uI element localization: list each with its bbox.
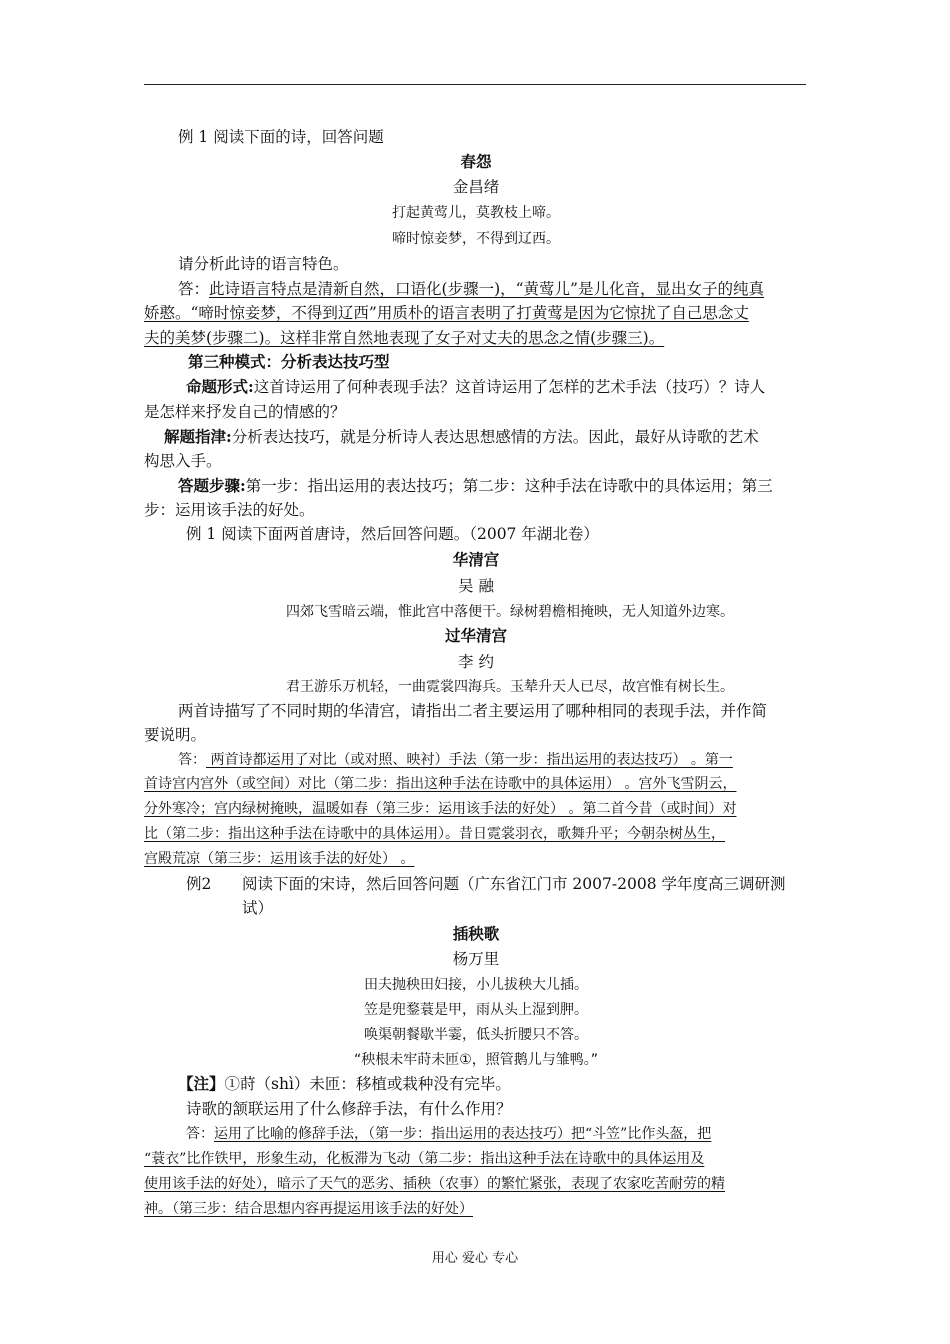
answer-line (178, 277, 842, 301)
question: 两首诗描写了不同时期的华清宫，请指出二者主要运用了哪种相同的表现手法，并作简 (178, 702, 768, 720)
poem-title: 插秧歌 (452, 925, 500, 943)
question: 请分析此诗的语言特色。 (178, 255, 349, 273)
answer-text: 此诗语言特点是清新自然，口语化(步骤一)，“黄莺儿”是儿化音，显出女子的纯真 (209, 280, 764, 298)
answer-line: 使用该手法的好处），暗示了天气的恶劣、插秧（农事）的繁忙紧张，表现了农家吃苦耐劳的精 (144, 1176, 725, 1192)
poem-author: 吴 融 (458, 577, 494, 595)
example-3-intro: 阅读下面的宋诗，然后回答问题（广东省江门市 2007-2008 学年度高三调研测 (242, 875, 786, 893)
poem-title: 过华清宫 (444, 627, 507, 645)
poem-line: 笠是兜鍪蓑是甲，雨从头上湿到胛。 (364, 1002, 588, 1018)
answer-label: 答： (178, 280, 210, 298)
guide-label: 解题指津: (164, 427, 232, 446)
page-footer: 用心 爱心 专心 (431, 1251, 519, 1266)
poem-text: 四郊飞雪暗云端，惟此宫中落便干。绿树碧檐相掩映，无人知道外边寒。 (286, 604, 734, 620)
answer-line (186, 1122, 850, 1146)
form-line (186, 375, 850, 399)
guide-text: 分析表达技巧，就是分析诗人表达思想感情的方法。因此，最好从诗歌的艺术 (231, 428, 759, 446)
steps-label: 答题步骤: (178, 476, 246, 495)
poem-author: 李 约 (458, 653, 494, 671)
poem-line: “秧根未牢莳未匝①，照管鹅儿与雏鸭。” (353, 1052, 599, 1068)
example-3-num: 例2 (186, 875, 212, 893)
guide-line (164, 425, 828, 449)
answer-line: 比（第二步：指出这种手法在诗歌中的具体运用）。昔日霓裳羽衣，歌舞升平；今朝杂树丛生， (144, 826, 725, 842)
answer-line: 宫殿荒凉（第三步：运用该手法的好处） 。 (144, 851, 415, 867)
header-rule (144, 84, 806, 85)
section-heading: 第三种模式：分析表达技巧型 (188, 352, 390, 371)
answer-line: “蓑衣”比作铁甲，形象生动，化板滞为飞动（第二步：指出这种手法在诗歌中的具体运用及 (144, 1151, 705, 1167)
note-line (178, 1072, 842, 1096)
poem-title: 春怨 (460, 153, 492, 171)
answer-text: 运用了比喻的修辞手法，（第一步：指出运用的表达技巧）把“斗笠”比作头盔，把 (214, 1126, 712, 1142)
poem-line: 田夫抛秧田妇接，小儿拔秧大儿插。 (364, 977, 588, 993)
steps-text: 第一步：指出运用的表达技巧；第二步：这种手法在诗歌中的具体运用；第三 (245, 477, 773, 495)
form-line-2: 是怎样来抒发自己的情感的？ (144, 403, 346, 421)
poem-title: 华清宫 (452, 551, 500, 569)
answer-line: 分外寒冷；宫内绿树掩映，温暖如春（第三步：运用该手法的好处） 。第二首今昔（或时间）对 (144, 801, 737, 817)
form-label: 命题形式: (186, 377, 254, 396)
example-1-intro: 例 1 阅读下面的诗，回答问题 (178, 128, 384, 146)
question: 诗歌的颔联运用了什么修辞手法，有什么作用？ (186, 1100, 512, 1118)
steps-line (178, 474, 842, 498)
poem-line: 唤渠朝餐歇半霎，低头折腰只不答。 (364, 1027, 588, 1043)
answer-line: 夫的美梦(步骤二)。这样非常自然地表现了女子对丈夫的思念之情(步骤三)。 (144, 329, 665, 347)
steps-line-2: 步：运用该手法的好处。 (144, 501, 315, 519)
answer-line: 娇憨。“啼时惊妾梦，不得到辽西”用质朴的语言表明了打黄莺是因为它惊扰了自己思念丈 (144, 304, 749, 322)
answer-text: 两首诗都运用了对比（或对照、映衬）手法（第一步：指出运用的表达技巧） 。第一 (206, 752, 733, 768)
question-2: 要说明。 (144, 726, 207, 744)
answer-line: 神。（第三步：结合思想内容再提运用该手法的好处） (144, 1201, 473, 1217)
poem-author: 杨万里 (452, 950, 500, 968)
guide-line-2: 构思入手。 (144, 452, 222, 470)
example-2-intro: 例 1 阅读下面两首唐诗，然后回答问题。（2007 年湖北卷） (186, 525, 599, 543)
answer-line (178, 748, 842, 772)
poem-text: 君王游乐万机轻，一曲霓裳四海兵。玉辇升天人已尽，故宫惟有树长生。 (286, 679, 734, 695)
answer-label: 答： (186, 1126, 214, 1142)
poem-line: 打起黄莺儿，莫教枝上啼。 (392, 205, 560, 221)
form-text: 这首诗运用了何种表现手法？这首诗运用了怎样的艺术手法（技巧）？诗人 (253, 378, 766, 396)
answer-line: 首诗宫内宫外（或空间）对比（第二步：指出这种手法在诗歌中的具体运用） 。宫外飞雪阴云， (144, 776, 737, 792)
answer-label: 答： (178, 752, 206, 768)
note-label: 【注】 (178, 1074, 225, 1093)
note-text: ①莳（shì）未匝：移植或栽种没有完毕。 (224, 1075, 511, 1093)
poem-author: 金昌绪 (452, 178, 500, 196)
poem-line: 啼时惊妾梦，不得到辽西。 (392, 231, 560, 247)
example-3-intro-2: 试） (242, 899, 274, 917)
